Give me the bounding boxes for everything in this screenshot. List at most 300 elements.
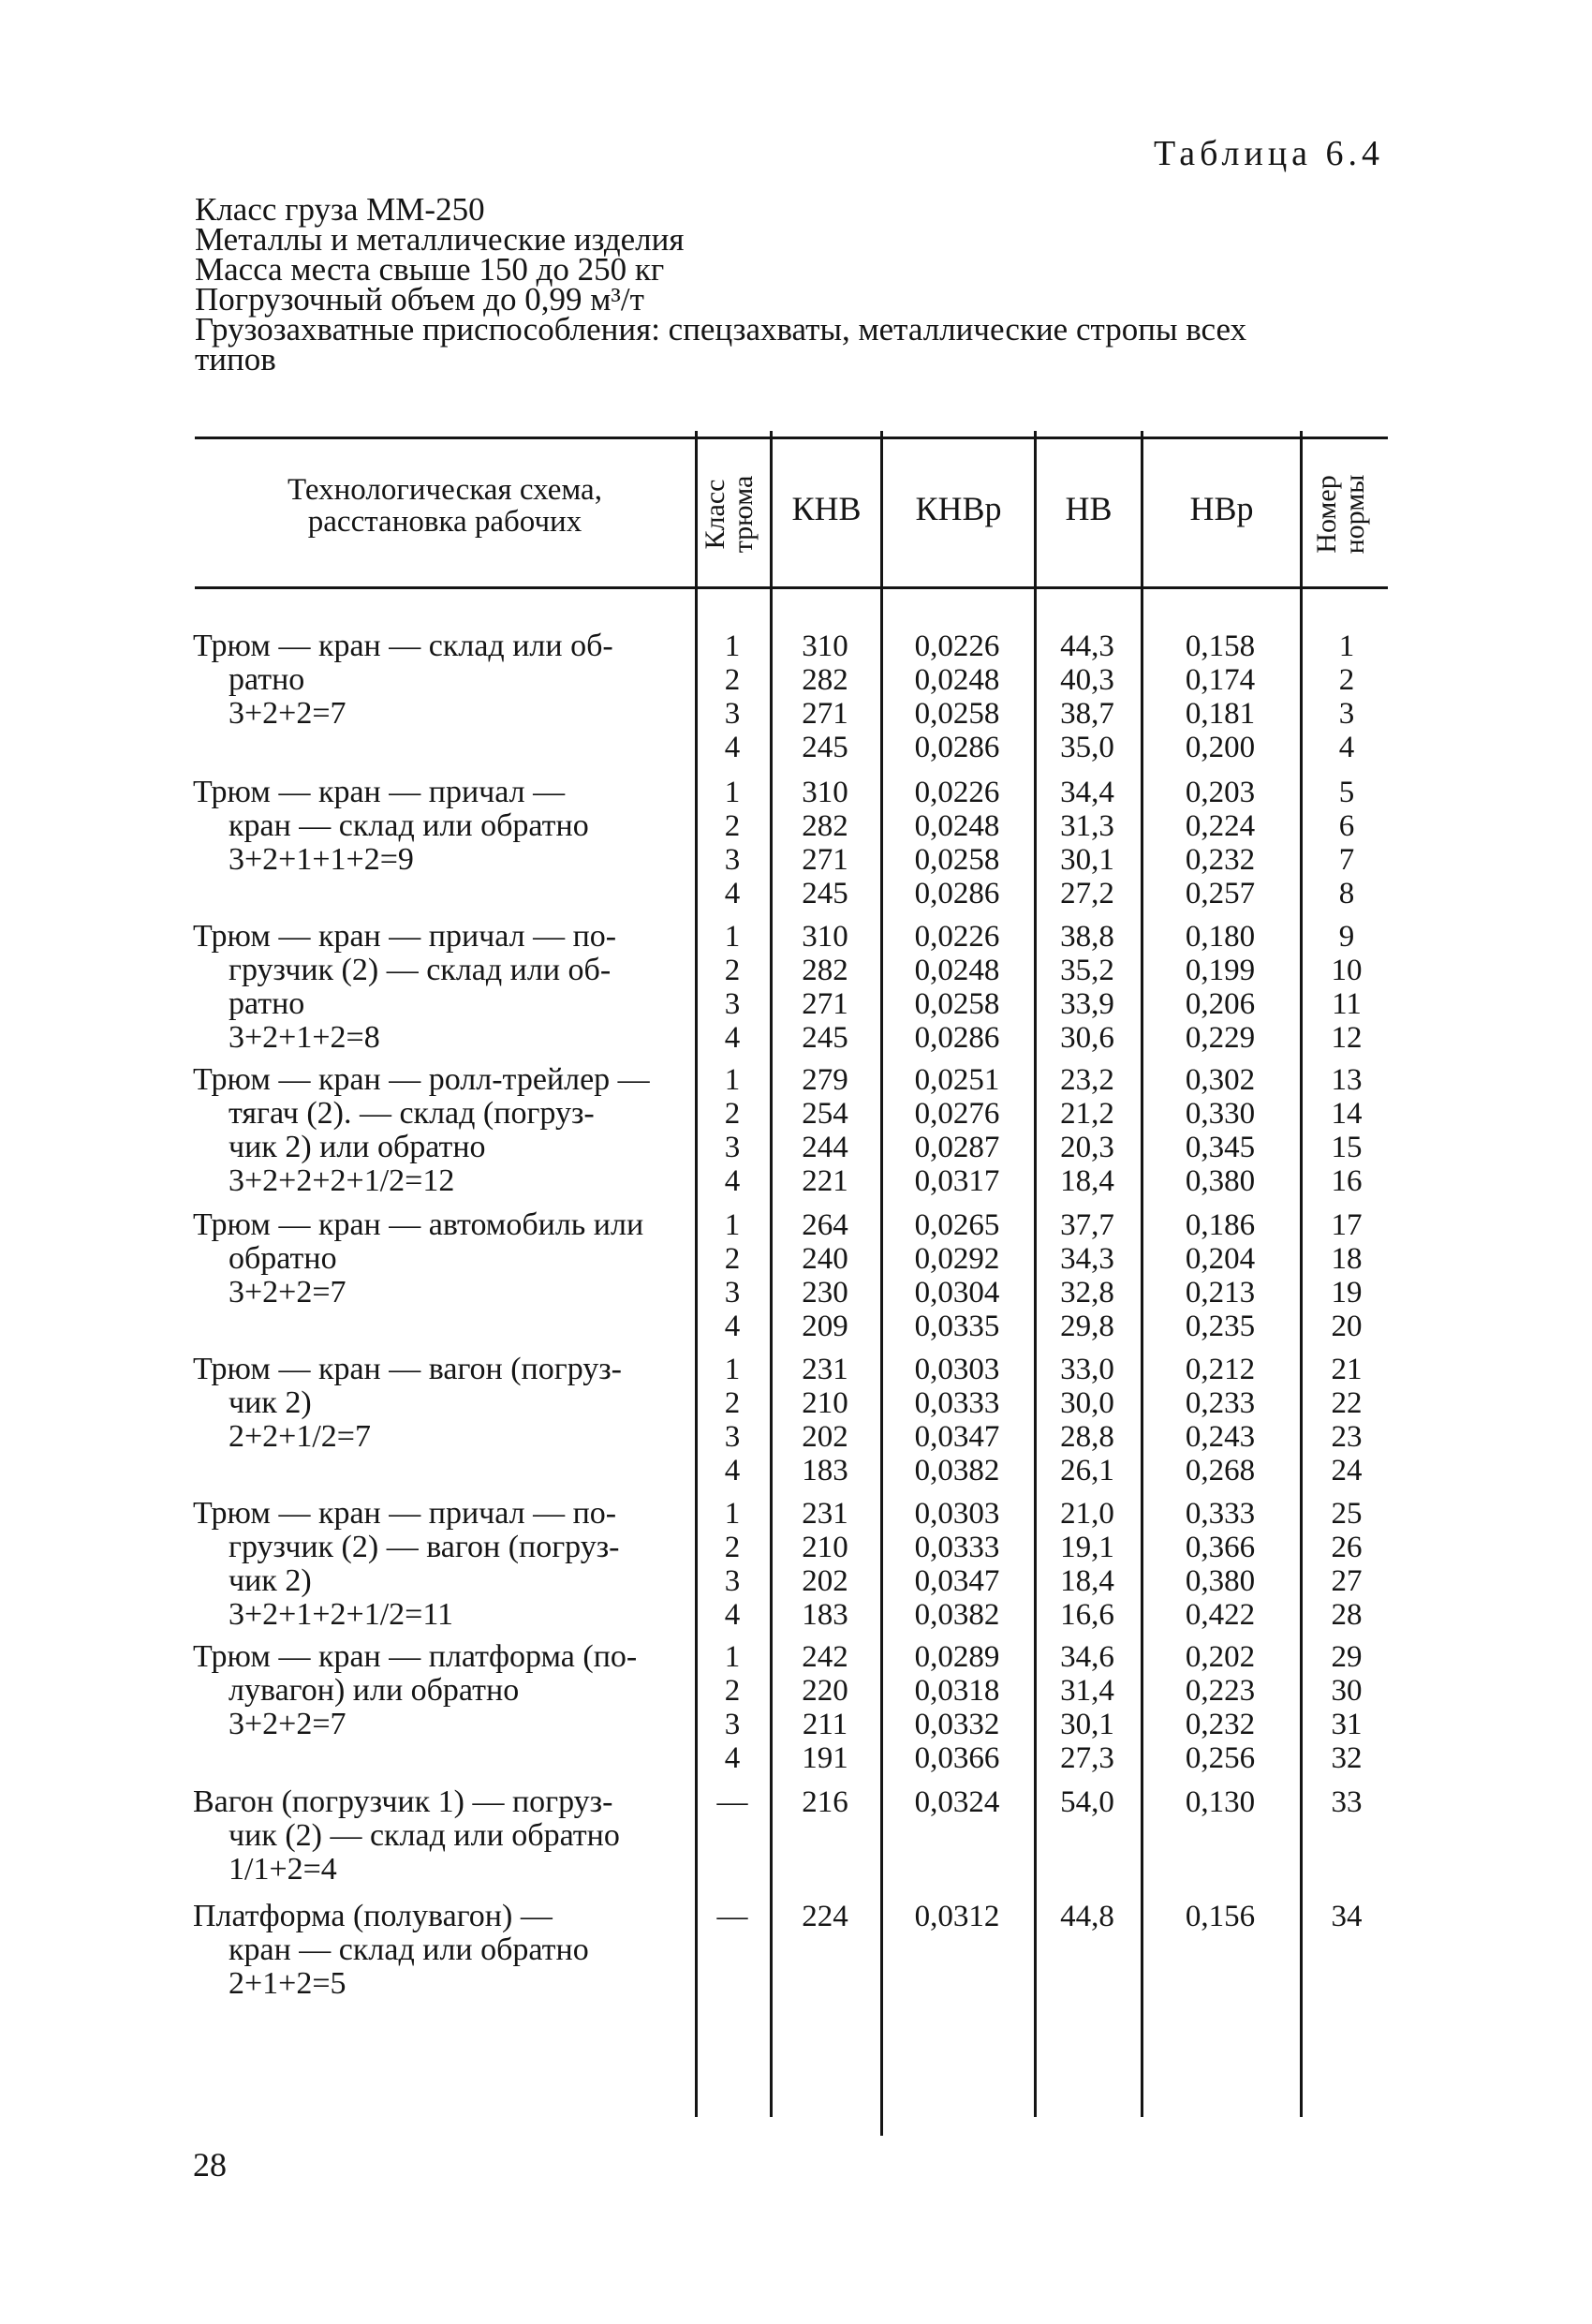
cell-nvr: 0,380: [1185, 1564, 1256, 1598]
row-nv-values: [1034, 1785, 1141, 1819]
row-knvr-values: [880, 1063, 1034, 1198]
cell-nv: 38,7: [1060, 697, 1114, 731]
row-scheme: [193, 1208, 699, 1310]
cell-nv: 44,3: [1060, 629, 1114, 663]
cell-knv: 202: [802, 1564, 848, 1598]
cell-norm: 30: [1331, 1674, 1363, 1708]
cell-norm: 18: [1331, 1242, 1363, 1276]
row-nvr-values: [1141, 1208, 1300, 1343]
row-nvr-values: [1141, 1063, 1300, 1198]
row-knv-values: [770, 1785, 880, 1819]
row-nv-values: [1034, 920, 1141, 1055]
cell-norm: 8: [1338, 877, 1355, 910]
cell-nvr: 0,233: [1185, 1386, 1256, 1420]
cell-knvr: 0,0317: [914, 1164, 1000, 1198]
cell-norm: 25: [1331, 1497, 1363, 1531]
cell-hold: 4: [724, 1021, 741, 1055]
cell-knv: 216: [802, 1785, 848, 1819]
cell-knvr: 0,0286: [914, 731, 1000, 764]
cell-knvr: 0,0258: [914, 843, 1000, 877]
cell-nvr: 0,213: [1185, 1276, 1256, 1310]
cell-knvr: 0,0289: [914, 1640, 1000, 1674]
row-knv-values: [770, 629, 880, 764]
cell-nv: 30,1: [1060, 843, 1114, 877]
cell-nv: 35,2: [1060, 954, 1114, 987]
row-scheme: [193, 776, 699, 877]
row-nv-values: [1034, 1353, 1141, 1488]
gripping-devices-line: Грузозахватные приспособления: спецзахваты, металлические стропы всех: [195, 311, 1247, 348]
cell-hold: 2: [724, 663, 741, 697]
cell-knv: 282: [802, 663, 848, 697]
row-knvr-values: [880, 1900, 1034, 1933]
cell-norm: 14: [1331, 1097, 1363, 1131]
cell-nvr: 0,235: [1185, 1310, 1256, 1343]
row-scheme: [193, 1900, 699, 2001]
row-scheme-line: чик (2) — склад или обратно: [228, 1818, 620, 1853]
cell-knvr: 0,0248: [914, 954, 1000, 987]
cell-knvr: 0,0333: [914, 1386, 1000, 1420]
cell-nvr: 0,232: [1185, 1708, 1256, 1741]
row-knv-values: [770, 776, 880, 910]
row-nv-values: [1034, 1900, 1141, 1933]
row-knv-values: [770, 1353, 880, 1488]
cell-norm: 3: [1338, 697, 1355, 731]
cell-nvr: 0,345: [1185, 1131, 1256, 1164]
cell-nv: 34,3: [1060, 1242, 1114, 1276]
cell-nvr: 0,158: [1185, 629, 1256, 663]
row-norm-values: [1300, 920, 1393, 1055]
cell-nv: 33,9: [1060, 987, 1114, 1021]
cell-knvr: 0,0292: [914, 1242, 1000, 1276]
cell-norm: 6: [1338, 809, 1355, 843]
cell-knv: 245: [802, 731, 848, 764]
row-scheme-line: ратно: [228, 662, 305, 697]
cell-knv: 245: [802, 1021, 848, 1055]
cell-nvr: 0,223: [1185, 1674, 1256, 1708]
cell-norm: 10: [1331, 954, 1363, 987]
cell-knvr: 0,0258: [914, 697, 1000, 731]
cell-norm: 5: [1338, 776, 1355, 809]
cell-nv: 38,8: [1060, 920, 1114, 954]
cell-hold: 1: [724, 629, 741, 663]
cell-nv: 28,8: [1060, 1420, 1114, 1454]
row-scheme-line: Трюм — кран — причал —: [193, 775, 566, 809]
row-knvr-values: [880, 1208, 1034, 1343]
cell-knv: 254: [802, 1097, 848, 1131]
cell-knvr: 0,0347: [914, 1420, 1000, 1454]
cell-nvr: 0,212: [1185, 1353, 1256, 1386]
row-scheme-line: 2+2+1/2=7: [228, 1419, 371, 1454]
cell-knv: 183: [802, 1454, 848, 1488]
row-nvr-values: [1141, 1640, 1300, 1775]
cell-knvr: 0,0324: [914, 1785, 1000, 1819]
cell-knv: 242: [802, 1640, 848, 1674]
row-scheme-line: чик 2) или обратно: [228, 1130, 486, 1164]
cell-knvr: 0,0303: [914, 1497, 1000, 1531]
cell-nvr: 0,422: [1185, 1598, 1256, 1632]
cell-norm: 31: [1331, 1708, 1363, 1741]
row-knvr-values: [880, 629, 1034, 764]
row-scheme-line: 3+2+1+2=8: [228, 1020, 380, 1055]
cell-knvr: 0,0333: [914, 1531, 1000, 1564]
cell-norm: 7: [1338, 843, 1355, 877]
row-norm-values: [1300, 629, 1393, 764]
cell-hold: 2: [724, 1097, 741, 1131]
row-nv-values: [1034, 1497, 1141, 1632]
row-norm-values: [1300, 1063, 1393, 1198]
cell-knv: 230: [802, 1276, 848, 1310]
cell-knv: 210: [802, 1531, 848, 1564]
cell-nv: 34,6: [1060, 1640, 1114, 1674]
table-top-rule: [195, 437, 1388, 439]
row-nvr-values: [1141, 629, 1300, 764]
cell-nvr: 0,202: [1185, 1640, 1256, 1674]
gripping-devices-line-cont: типов: [195, 341, 276, 377]
cell-nv: 29,8: [1060, 1310, 1114, 1343]
column-header-knv: КНВ: [791, 490, 862, 527]
cell-knv: 231: [802, 1353, 848, 1386]
row-scheme: [193, 920, 699, 1055]
cell-hold: 3: [724, 1564, 741, 1598]
cell-nv: 31,4: [1060, 1674, 1114, 1708]
row-nvr-values: [1141, 776, 1300, 910]
cell-hold: 3: [724, 987, 741, 1021]
cell-norm: 15: [1331, 1131, 1363, 1164]
cell-norm: 21: [1331, 1353, 1363, 1386]
column-header-hold-class: Класс трюма: [700, 475, 759, 554]
cell-nvr: 0,330: [1185, 1097, 1256, 1131]
cell-knvr: 0,0332: [914, 1708, 1000, 1741]
cell-knvr: 0,0286: [914, 1021, 1000, 1055]
cell-hold: 3: [724, 1420, 741, 1454]
cell-norm: 20: [1331, 1310, 1363, 1343]
cell-hold: 4: [724, 1598, 741, 1632]
row-nvr-values: [1141, 920, 1300, 1055]
cell-hold: 1: [724, 1208, 741, 1242]
row-scheme-line: ратно: [228, 986, 305, 1021]
cell-knvr: 0,0382: [914, 1454, 1000, 1488]
cell-nv: 26,1: [1060, 1454, 1114, 1488]
cell-nv: 20,3: [1060, 1131, 1114, 1164]
cell-nv: 44,8: [1060, 1900, 1114, 1933]
cell-knvr: 0,0265: [914, 1208, 1000, 1242]
cell-hold: 1: [724, 1353, 741, 1386]
cell-nvr: 0,302: [1185, 1063, 1256, 1097]
cell-nvr: 0,366: [1185, 1531, 1256, 1564]
cargo-volume-line: Погрузочный объем до 0,99 м³/т: [195, 281, 644, 318]
row-scheme-line: 3+2+2+2+1/2=12: [228, 1163, 455, 1198]
column-header-nv: НВ: [1065, 490, 1113, 527]
cell-hold: 4: [724, 877, 741, 910]
row-norm-values: [1300, 1353, 1393, 1488]
cell-nv: 54,0: [1060, 1785, 1114, 1819]
cell-knvr: 0,0312: [914, 1900, 1000, 1933]
cell-nv: 37,7: [1060, 1208, 1114, 1242]
row-scheme-line: 3+2+1+2+1/2=11: [228, 1597, 454, 1632]
cell-nvr: 0,380: [1185, 1164, 1256, 1198]
row-knv-values: [770, 1063, 880, 1198]
cell-knv: 209: [802, 1310, 848, 1343]
cell-hold: 3: [724, 1131, 741, 1164]
row-knv-values: [770, 920, 880, 1055]
cell-hold: 2: [724, 1242, 741, 1276]
cell-hold: 3: [724, 697, 741, 731]
cell-knv: 279: [802, 1063, 848, 1097]
cell-knvr: 0,0335: [914, 1310, 1000, 1343]
cell-hold: 1: [724, 1497, 741, 1531]
row-knvr-values: [880, 1785, 1034, 1819]
cell-nv: 21,2: [1060, 1097, 1114, 1131]
row-scheme-line: грузчик (2) — склад или об-: [228, 953, 612, 987]
row-hold-values: [695, 1497, 770, 1632]
cell-knvr: 0,0276: [914, 1097, 1000, 1131]
cell-nv: 18,4: [1060, 1564, 1114, 1598]
cell-knvr: 0,0287: [914, 1131, 1000, 1164]
row-hold-values: [695, 1063, 770, 1198]
row-hold-values: [695, 1208, 770, 1343]
cell-hold: 1: [724, 920, 741, 954]
row-hold-values: [695, 1785, 770, 1819]
row-scheme-line: Вагон (погрузчик 1) — погруз-: [193, 1784, 613, 1819]
row-scheme: [193, 1640, 699, 1741]
cell-hold: 4: [724, 1310, 741, 1343]
cargo-class-line: Класс груза ММ-250: [195, 191, 485, 228]
cell-nv: 40,3: [1060, 663, 1114, 697]
cell-nv: 19,1: [1060, 1531, 1114, 1564]
row-hold-values: [695, 776, 770, 910]
row-scheme-line: Трюм — кран — ролл-трейлер —: [193, 1062, 650, 1097]
row-knvr-values: [880, 920, 1034, 1055]
row-scheme-line: Трюм — кран — склад или об-: [193, 629, 613, 663]
row-scheme-line: Трюм — кран — автомобиль или: [193, 1207, 644, 1242]
cell-hold: 2: [724, 1386, 741, 1420]
cell-hold: 1: [724, 1063, 741, 1097]
cell-knv: 271: [802, 697, 848, 731]
cargo-mass-line: Масса места свыше 150 до 250 кг: [195, 251, 665, 288]
cell-knvr: 0,0318: [914, 1674, 1000, 1708]
cell-knv: 202: [802, 1420, 848, 1454]
cell-nvr: 0,199: [1185, 954, 1256, 987]
cell-hold: 2: [724, 954, 741, 987]
cell-knv: 210: [802, 1386, 848, 1420]
row-norm-values: [1300, 1497, 1393, 1632]
row-knvr-values: [880, 1640, 1034, 1775]
cell-nvr: 0,180: [1185, 920, 1256, 954]
row-norm-values: [1300, 776, 1393, 910]
row-knvr-values: [880, 1497, 1034, 1632]
cell-knv: 282: [802, 809, 848, 843]
table-header-rule: [195, 586, 1388, 589]
cell-norm: 22: [1331, 1386, 1363, 1420]
cell-knv: 271: [802, 987, 848, 1021]
cell-norm: 34: [1331, 1900, 1363, 1933]
row-scheme-line: Платформа (полувагон) —: [193, 1899, 553, 1933]
page-number: 28: [193, 2146, 227, 2183]
cell-knvr: 0,0366: [914, 1741, 1000, 1775]
cell-knv: 224: [802, 1900, 848, 1933]
row-norm-values: [1300, 1785, 1393, 1819]
column-header-nvr: НВр: [1189, 490, 1254, 527]
cell-nvr: 0,181: [1185, 697, 1256, 731]
row-scheme-line: лувагон) или обратно: [228, 1673, 520, 1708]
cell-knv: 310: [802, 920, 848, 954]
row-knv-values: [770, 1208, 880, 1343]
row-nvr-values: [1141, 1900, 1300, 1933]
cell-norm: 4: [1338, 731, 1355, 764]
column-header-scheme: Технологическая схема, расстановка рабочих: [287, 473, 602, 539]
cell-nv: 30,0: [1060, 1386, 1114, 1420]
cell-knv: 310: [802, 776, 848, 809]
cell-knvr: 0,0286: [914, 877, 1000, 910]
cell-norm: 12: [1331, 1021, 1363, 1055]
row-knvr-values: [880, 776, 1034, 910]
row-knv-values: [770, 1497, 880, 1632]
cell-nv: 30,6: [1060, 1021, 1114, 1055]
cell-norm: 11: [1332, 987, 1362, 1021]
cell-nvr: 0,206: [1185, 987, 1256, 1021]
cell-knv: 221: [802, 1164, 848, 1198]
row-scheme-line: 2+1+2=5: [228, 1966, 346, 2001]
cell-nvr: 0,224: [1185, 809, 1256, 843]
row-nvr-values: [1141, 1785, 1300, 1819]
cell-knvr: 0,0347: [914, 1564, 1000, 1598]
cell-knvr: 0,0248: [914, 809, 1000, 843]
column-header-knvr: КНВр: [915, 490, 1002, 527]
row-nvr-values: [1141, 1353, 1300, 1488]
row-hold-values: [695, 1900, 770, 1933]
cell-norm: 28: [1331, 1598, 1363, 1632]
row-scheme-line: чик 2): [228, 1563, 312, 1598]
row-scheme-line: Трюм — кран — причал — по-: [193, 1496, 617, 1531]
cell-knv: 231: [802, 1497, 848, 1531]
cell-nv: 34,4: [1060, 776, 1114, 809]
cell-nv: 16,6: [1060, 1598, 1114, 1632]
cell-knv: 271: [802, 843, 848, 877]
cell-knv: 264: [802, 1208, 848, 1242]
cell-nvr: 0,256: [1185, 1741, 1256, 1775]
row-scheme: [193, 1353, 699, 1454]
cell-knv: 310: [802, 629, 848, 663]
cell-hold: —: [716, 1900, 748, 1933]
row-scheme-line: обратно: [228, 1241, 337, 1276]
cell-norm: 1: [1338, 629, 1355, 663]
cell-norm: 17: [1331, 1208, 1363, 1242]
row-scheme-line: тягач (2). — склад (погруз-: [228, 1096, 595, 1131]
cell-nvr: 0,229: [1185, 1021, 1256, 1055]
cell-hold: 1: [724, 1640, 741, 1674]
cell-knv: 282: [802, 954, 848, 987]
cell-norm: 16: [1331, 1164, 1363, 1198]
cell-knv: 220: [802, 1674, 848, 1708]
row-scheme-line: Трюм — кран — причал — по-: [193, 919, 617, 954]
cell-nv: 23,2: [1060, 1063, 1114, 1097]
table-caption: Таблица 6.4: [1154, 134, 1385, 173]
cell-nv: 32,8: [1060, 1276, 1114, 1310]
cell-knvr: 0,0382: [914, 1598, 1000, 1632]
cell-knv: 244: [802, 1131, 848, 1164]
cell-norm: 32: [1331, 1741, 1363, 1775]
cell-nvr: 0,186: [1185, 1208, 1256, 1242]
row-norm-values: [1300, 1640, 1393, 1775]
cell-knvr: 0,0226: [914, 920, 1000, 954]
cell-norm: 9: [1338, 920, 1355, 954]
cell-nvr: 0,204: [1185, 1242, 1256, 1276]
row-hold-values: [695, 1640, 770, 1775]
cell-nv: 27,2: [1060, 877, 1114, 910]
cell-knv: 211: [802, 1708, 848, 1741]
row-scheme: [193, 1063, 699, 1198]
cell-norm: 24: [1331, 1454, 1363, 1488]
cell-nvr: 0,200: [1185, 731, 1256, 764]
cell-hold: 2: [724, 1674, 741, 1708]
cell-hold: 4: [724, 1741, 741, 1775]
cell-nv: 35,0: [1060, 731, 1114, 764]
cell-nvr: 0,130: [1185, 1785, 1256, 1819]
cell-knvr: 0,0226: [914, 629, 1000, 663]
cell-knvr: 0,0258: [914, 987, 1000, 1021]
cell-knv: 240: [802, 1242, 848, 1276]
cell-norm: 33: [1331, 1785, 1363, 1819]
cargo-type-line: Металлы и металлические изделия: [195, 221, 685, 258]
row-nv-values: [1034, 776, 1141, 910]
cell-knvr: 0,0303: [914, 1353, 1000, 1386]
cell-hold: 3: [724, 1276, 741, 1310]
cell-nvr: 0,203: [1185, 776, 1256, 809]
row-nv-values: [1034, 1208, 1141, 1343]
cell-norm: 2: [1338, 663, 1355, 697]
row-hold-values: [695, 1353, 770, 1488]
cell-hold: 4: [724, 731, 741, 764]
cell-nvr: 0,333: [1185, 1497, 1256, 1531]
row-scheme-line: 1/1+2=4: [228, 1852, 337, 1887]
cell-nv: 33,0: [1060, 1353, 1114, 1386]
cell-norm: 13: [1331, 1063, 1363, 1097]
row-knvr-values: [880, 1353, 1034, 1488]
cell-norm: 27: [1331, 1564, 1363, 1598]
row-scheme-line: грузчик (2) — вагон (погруз-: [228, 1530, 620, 1564]
row-knv-values: [770, 1900, 880, 1933]
cell-knvr: 0,0248: [914, 663, 1000, 697]
row-scheme-line: чик 2): [228, 1385, 312, 1420]
cell-hold: 4: [724, 1164, 741, 1198]
cell-norm: 26: [1331, 1531, 1363, 1564]
cell-nv: 21,0: [1060, 1497, 1114, 1531]
row-hold-values: [695, 920, 770, 1055]
cell-hold: —: [716, 1785, 748, 1819]
cell-knvr: 0,0304: [914, 1276, 1000, 1310]
cell-nvr: 0,257: [1185, 877, 1256, 910]
cell-nv: 18,4: [1060, 1164, 1114, 1198]
row-scheme: [193, 1497, 699, 1632]
row-scheme-line: Трюм — кран — платформа (по-: [193, 1639, 638, 1674]
cell-nvr: 0,232: [1185, 843, 1256, 877]
row-hold-values: [695, 629, 770, 764]
cell-nvr: 0,174: [1185, 663, 1256, 697]
cell-knv: 191: [802, 1741, 848, 1775]
row-scheme: [193, 629, 699, 731]
row-scheme-line: кран — склад или обратно: [228, 808, 589, 843]
row-nv-values: [1034, 629, 1141, 764]
column-header-norm-number: Номер нормы: [1311, 474, 1370, 555]
row-nv-values: [1034, 1640, 1141, 1775]
cell-nv: 30,1: [1060, 1708, 1114, 1741]
row-knv-values: [770, 1640, 880, 1775]
row-scheme-line: 3+2+1+1+2=9: [228, 842, 414, 877]
cell-knv: 245: [802, 877, 848, 910]
row-norm-values: [1300, 1208, 1393, 1343]
cell-norm: 23: [1331, 1420, 1363, 1454]
row-scheme-line: 3+2+2=7: [228, 1707, 346, 1741]
